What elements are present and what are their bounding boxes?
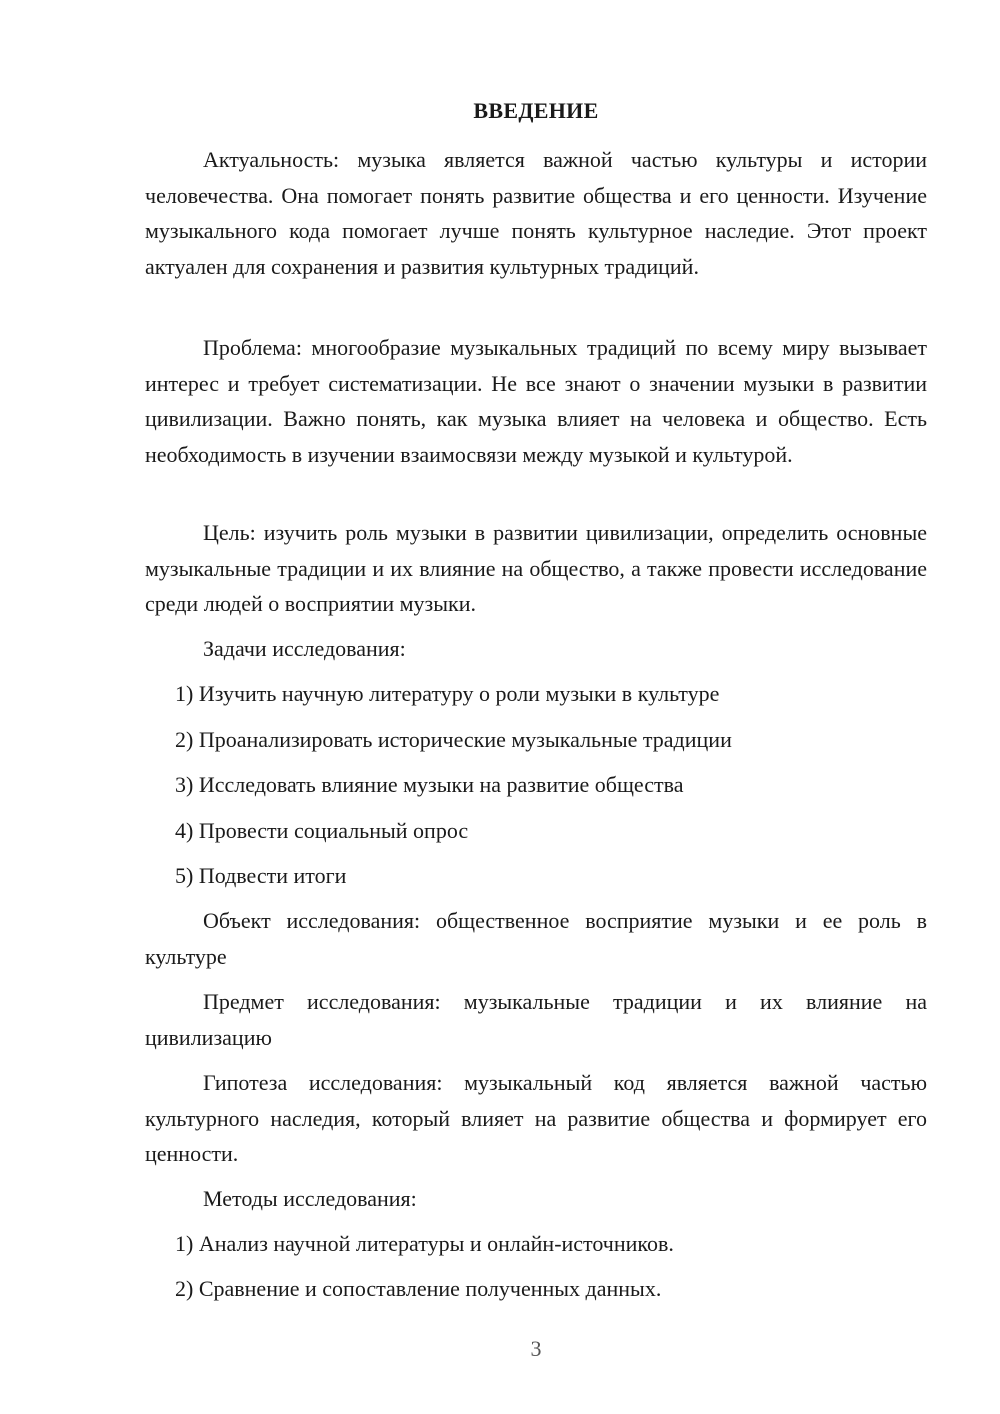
page-title: ВВЕДЕНИЕ bbox=[473, 98, 599, 123]
tasks-heading: Задачи исследования: bbox=[203, 636, 406, 661]
goal-paragraph: Цель: изучить роль музыки в развитии цивилизации, определить основные музыкальные традиции и их влияние на общество, а также провести исследование среди людей о восприятии музыки. bbox=[145, 520, 927, 616]
list-item: 1) Изучить научную литературу о роли музыки в культуре bbox=[175, 681, 720, 706]
object-paragraph: Объект исследования: общественное восприятие музыки и ее роль в культуре bbox=[145, 908, 927, 969]
list-item: 2) Проанализировать исторические музыкальные традиции bbox=[175, 727, 732, 752]
list-item: 5) Подвести итоги bbox=[175, 863, 347, 888]
list-item: 1) Анализ научной литературы и онлайн-источников. bbox=[175, 1231, 674, 1256]
list-item: 3) Исследовать влияние музыки на развитие общества bbox=[175, 772, 684, 797]
hypothesis-paragraph: Гипотеза исследования: музыкальный код является важной частью культурного наследия, который влияет на развитие общества и формирует его ценности. bbox=[145, 1070, 927, 1166]
relevance-paragraph: Актуальность: музыка является важной частью культуры и истории человечества. Она помогает понять развитие общества и его ценности. Изучение музыкального кода помогает лучше понять культурное наследие. Этот проект актуален для сохранения и развития культурных традиций. bbox=[145, 147, 927, 279]
list-item: 4) Провести социальный опрос bbox=[175, 818, 469, 843]
list-item: 2) Сравнение и сопоставление полученных данных. bbox=[175, 1276, 662, 1301]
subject-paragraph: Предмет исследования: музыкальные традиции и их влияние на цивилизацию bbox=[145, 989, 927, 1050]
problem-paragraph: Проблема: многообразие музыкальных традиций по всему миру вызывает интерес и требует систематизации. Не все знают о значении музыки в развитии цивилизации. Важно понять, как музыка влияет на человека и общество. Есть необходимость в изучении взаимосвязи между музыкой и культурой. bbox=[145, 335, 927, 467]
page-number: 3 bbox=[530, 1336, 542, 1361]
methods-heading: Методы исследования: bbox=[203, 1186, 417, 1211]
